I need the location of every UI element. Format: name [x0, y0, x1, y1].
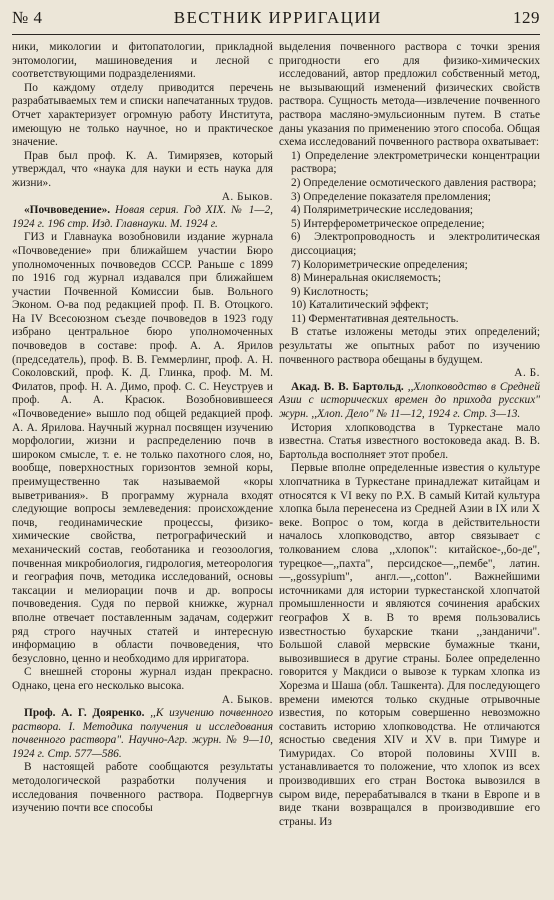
list-item: 7) Колориметрические определения; — [291, 258, 468, 271]
list-item: 3) Определение показателя преломления; — [291, 190, 491, 203]
review-heading — [12, 707, 273, 761]
review-signature: А. Б. — [514, 367, 540, 380]
paragraph: С внешней стороны журнал издан прекрасно. Однако, цена его несколько высока. — [12, 666, 273, 692]
paragraph: ники, микологии и фитопатологии, прикладной энтомологии, машиноведения и лесной с соответствующими подразделениями. — [12, 41, 273, 81]
list-item: 5) Интерферометрическое определение; — [291, 217, 485, 230]
two-column-body — [12, 41, 540, 829]
paragraph: История хлопководства в Туркестане мало известна. Статья известного востоковеда акад. В. В. Бартольда восполняет этот пробел. — [279, 421, 540, 461]
method-list — [279, 150, 540, 327]
list-item: 11) Ферментативная деятельность. — [291, 312, 459, 325]
list-item: 6) Электропроводность и электролитическая диссоциация; — [291, 231, 540, 257]
review-bibliography: ,,Хлопководство в Средней Азии с исторических времен до прихода русских" журн. ,,Хлоп. Дело" № 11—12, 1924 г. Стр. 3—13. — [279, 380, 540, 421]
review-signature: А. Быков. — [221, 190, 273, 203]
paragraph: выделения почвенного раствора с точки зрения пригодности его для физико-химических исследований, автор предложил собственный метод, не вызывающий изменений физических свойств раствора. Сущность метода—извлечение почвенного раствора масляно-эмульсионным путем. В статье даны указания по применению этого способа. Общая схема исследований почвенного раствора охватывает: — [279, 41, 540, 149]
journal-title: ВЕСТНИК ИРРИГАЦИИ — [173, 8, 382, 27]
review-signature: А. Быков. — [221, 693, 273, 706]
list-item: 4) Поляриметрические исследования; — [291, 204, 474, 217]
review-bibliography: ,,К изучению почвенного раствора. I. Методика получения и исследования почвенного раствора". Научно-Агр. журн. № 9—10, 1924 г. Стр. 577—586. — [12, 707, 273, 760]
right-column — [279, 41, 540, 829]
page-number: 129 — [512, 8, 540, 27]
paragraph: Первые вполне определенные известия о культуре хлопчатника в Туркестане принадлежат китайцам и относятся к VI веку по Р.Х. В самый Китай культура хлопка была перенесена из Средней Азии в IX или X веке. Вопрос о том, когда в действительности началось хлопководство, автор связывает с толкованием слова ,,хлопок": китайское-,,бо-де", турецкое—,,пахта", персидское—,,пембе", латин.—,,gossypium", англ.—,,cotton". Важнейшими источниками для истории туркестанской хлопчатой промышленности и являются сочинения арабских географов X в. В то время пользовались известностью бухарские ткани ,,занданичи". Большой славой мервские бумажные ткани, вывозившиеся в другие страны. Более определенно говорится у Макдиси о вывозе к туркам хлопка из Хорезма и Шаша (обл. Ташкента). Для последующего времени имеются только скудные отрывочные известия, по которым совершенно невозможно составить историю хлопководства. Не отличаются ясностью сведения XIV и XV в. при Тимуре и Тимуридах. Со второй половины XVIII в. устанавливается то положение, что хлопок из всех производивших его стран Востока вывозился в сыром виде, перерабатывался в ткани в Европе и в виде ткани возвращался в производившие его страны. Из — [279, 462, 540, 828]
running-header — [12, 8, 540, 35]
list-item: 2) Определение осмотического давления раствора; — [291, 176, 537, 189]
paragraph: По каждому отделу приводится перечень разрабатываемых тем и списки напечатанных трудов. Отчет характеризует огромную работу Института, имеющую не только научное, но и практическое значение. — [12, 81, 273, 149]
paragraph: Прав был проф. К. А. Тимирязев, который утверждал, что «наука для науки и есть наука для жизни». — [12, 149, 273, 189]
issue-number: № 4 — [12, 8, 43, 27]
left-column — [12, 41, 273, 829]
review-title: «Почвоведение». — [24, 204, 115, 217]
review-author: Проф. А. Г. Дояренко. — [24, 707, 151, 720]
list-item: 10) Каталитический эффект; — [291, 299, 429, 312]
paragraph: В статье изложены методы этих определений; результаты же опытных работ по изучению почвенного раствора обещаны в будущем. — [279, 326, 540, 366]
list-item: 8) Минеральная окисляемость; — [291, 272, 442, 285]
review-author: Акад. В. В. Бартольд. — [291, 380, 408, 393]
list-item: 9) Кислотность; — [291, 285, 369, 298]
review-heading — [12, 204, 273, 231]
paragraph: ГИЗ и Главнаука возобновили издание журнала «Почвоведение» при ближайшем участии Бюро уполномоченных почвоведов СССР. Раньше с 1899 по 1916 год журнал издавался при ближайшем участии Почвенной Комиссии быв. Вольного Эконом. О-ва под редакцией проф. П. В. Отоцкого. На IV Всесоюзном съезде почвоведов в 1923 году избрано центральное бюро уполномоченных почвоведов в составе: проф. А. А. Ярилов (председатель), проф. В. В. Геммерлинг, проф. А. Н. Соколовский, проф. К. Д. Глинка, проф. М. М. Филатов, проф. Н. А. Димо, проф. С. С. Неуструев и проф. А. А. Красюк. Возобновившееся «Почвоведение» вышло под общей редакцией проф. А. А. Ярилова. Научный журнал посвящен изучению морфологии, жизни и распределению почв в широком смысле, т. е. не только пахотного слоя, но, вообще, поверхностных горизонтов земной коры, преимущественно так называемой «коры выветривания». В программу журнала входят следующие вопросы землеведения: происхождение почв, геодинамические процессы, физико-химические свойства, петрографический и механический состав, геоботаника и геозоология, почвенная микробиология, гидрология, метеорология и география почв, методика исследований, основы таксации и мелиорации почв и др. вопросы почвоведения. Судя по первой книжке, журнал вполне отвечает поставленным задачам, содержит ряд строго научных статей и интересную информацию в области почвоведения, что безусловно, ценно и необходимо для ирригатора. — [12, 231, 273, 665]
review-bibliography: Новая серия. Год XIX. № 1—2, 1924 г. 196 стр. Изд. Главнауки. М. 1924 г. — [12, 204, 273, 230]
list-item: 1) Определение электрометрически концентрации раствора; — [291, 149, 540, 176]
paragraph: В настоящей работе сообщаются результаты методологической разработки получения и исследования почвенного раствора. Подвергнув изучению почти все способы — [12, 761, 273, 815]
review-heading — [279, 381, 540, 422]
